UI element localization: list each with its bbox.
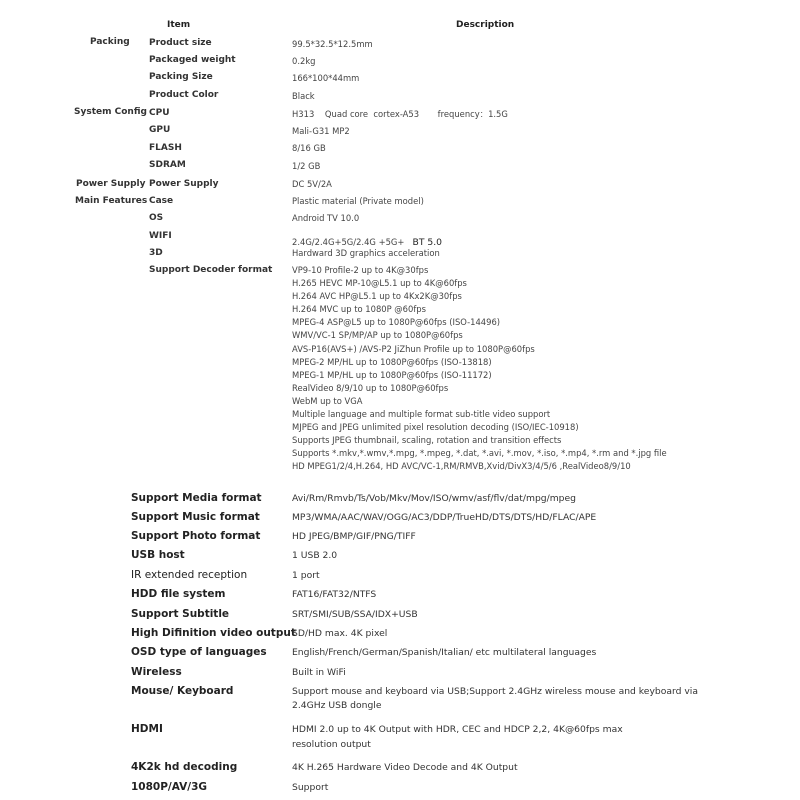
value-power-supply: DC 5V/2A	[292, 179, 332, 189]
value-osd-languages: English/French/German/Spanish/Italian/ etc multilateral languages	[292, 647, 597, 658]
value-hdmi-line2: resolution output	[292, 739, 371, 750]
decoder-line: WMV/VC-1 SP/MP/AP up to 1080P@60fps	[292, 330, 463, 341]
item-os: OS	[149, 213, 164, 223]
item-packaged-weight: Packaged weight	[149, 55, 236, 65]
value-support-music-format: MP3/WMA/AAC/WAV/OGG/AC3/DDP/TrueHD/DTS/DTS/HD/FLAC/APE	[292, 512, 597, 523]
decoder-line: VP9-10 Profile-2 up to 4K@30fps	[292, 265, 429, 275]
category-power-supply: Power Supply	[76, 179, 146, 189]
item-product-size: Product size	[149, 38, 212, 48]
item-3d: 3D	[149, 248, 163, 258]
item-product-color: Product Color	[149, 90, 219, 100]
value-hdd-file-system: FAT16/FAT32/NTFS	[292, 589, 377, 600]
value-gpu: Mali-G31 MP2	[292, 126, 350, 136]
decoder-line: MJPEG and JPEG unlimited pixel resolution decoding (ISO/IEC-10918)	[292, 422, 579, 433]
item-4k2k-hd-decoding: 4K2k hd decoding	[131, 761, 238, 773]
value-support-media-format: Avi/Rm/Rmvb/Ts/Vob/Mkv/Mov/ISO/wmv/asf/flv/dat/mpg/mpeg	[292, 493, 576, 504]
value-packaged-weight: 0.2kg	[292, 56, 316, 66]
value-wireless: Built in WiFi	[292, 667, 346, 678]
item-1080p-av-3g: 1080P/AV/3G	[131, 781, 208, 793]
decoder-line: AVS-P16(AVS+) /AVS-P2 JiZhun Profile up to 1080P@60fps	[292, 343, 535, 354]
value-hdmi: HDMI 2.0 up to 4K Output with HDR, CEC and HDCP 2,2, 4K@60fps max	[292, 724, 623, 735]
value-packing-size: 166*100*44mm	[292, 73, 360, 83]
value-case: Plastic material (Private model)	[292, 196, 424, 206]
category-system-config: System Config	[74, 107, 147, 117]
decoder-line: H.265 HEVC MP-10@L5.1 up to 4K@60fps	[292, 278, 467, 289]
item-case: Case	[149, 196, 174, 206]
item-support-photo-format: Support Photo format	[131, 530, 261, 542]
value-wifi	[292, 230, 442, 249]
value-usb-host: 1 USB 2.0	[292, 550, 338, 561]
item-osd-languages: OSD type of languages	[131, 646, 267, 658]
value-support-photo-format: HD JPEG/BMP/GIF/PNG/TIFF	[292, 531, 416, 542]
item-high-definition-video-output: High Difinition video output	[131, 627, 296, 639]
value-mouse-keyboard: Support mouse and keyboard via USB;Support 2.4GHz wireless mouse and keyboard via	[292, 686, 698, 697]
item-power-supply: Power Supply	[149, 179, 219, 189]
item-flash: FLASH	[149, 143, 182, 153]
decoder-line: RealVideo 8/9/10 up to 1080P@60fps	[292, 382, 449, 393]
value-flash: 8/16 GB	[292, 143, 326, 153]
value-support-subtitle: SRT/SMI/SUB/SSA/IDX+USB	[292, 609, 418, 620]
value-sdram: 1/2 GB	[292, 161, 321, 171]
decoder-line: HD MPEG1/2/4,H.264, HD AVC/VC-1,RM/RMVB,Xvid/DivX3/4/5/6 ,RealVideo8/9/10	[292, 461, 631, 472]
item-gpu: GPU	[149, 125, 171, 135]
item-support-subtitle: Support Subtitle	[131, 608, 230, 620]
item-mouse-keyboard: Mouse/ Keyboard	[131, 685, 234, 697]
item-ir-extended-reception: IR extended reception	[131, 569, 248, 581]
item-wifi: WIFI	[149, 231, 172, 241]
item-support-music-format: Support Music format	[131, 511, 260, 523]
value-cpu: H313 Quad core cortex-A53 frequency：1.5G	[292, 109, 508, 119]
item-support-media-format: Support Media format	[131, 492, 262, 504]
decoder-line: MPEG-2 MP/HL up to 1080P@60fps (ISO-13818)	[292, 356, 492, 367]
item-usb-host: USB host	[131, 549, 185, 561]
decoder-line: WebM up to VGA	[292, 395, 363, 406]
decoder-format-list	[292, 264, 667, 474]
value-os: Android TV 10.0	[292, 213, 360, 223]
item-wireless: Wireless	[131, 666, 182, 678]
value-wifi-text: 2.4G/2.4G+5G/2.4G +5G+	[292, 237, 405, 247]
value-3d: Hardward 3D graphics acceleration	[292, 248, 440, 258]
decoder-line: Multiple language and multiple format sub-title video support	[292, 409, 551, 420]
value-wifi-bt: BT 5.0	[412, 237, 442, 248]
item-packing-size: Packing Size	[149, 72, 213, 82]
item-hdd-file-system: HDD file system	[131, 588, 226, 600]
value-high-definition-video-output: SD/HD max. 4K pixel	[292, 628, 388, 639]
decoder-line: MPEG-4 ASP@L5 up to 1080P@60fps (ISO-14496)	[292, 317, 501, 328]
header-item: Item	[167, 20, 191, 30]
category-main-features: Main Features	[75, 196, 148, 206]
value-4k2k-hd-decoding: 4K H.265 Hardware Video Decode and 4K Output	[292, 762, 518, 773]
decoder-line: Supports JPEG thumbnail, scaling, rotation and transition effects	[292, 435, 562, 446]
value-product-size: 99.5*32.5*12.5mm	[292, 39, 373, 49]
decoder-line: MPEG-1 MP/HL up to 1080P@60fps (ISO-11172)	[292, 369, 492, 380]
category-packing: Packing	[90, 37, 130, 47]
header-description: Description	[456, 20, 515, 30]
value-1080p-av-3g: Support	[292, 782, 329, 793]
value-ir-extended-reception: 1 port	[292, 570, 320, 581]
item-cpu: CPU	[149, 108, 170, 118]
decoder-line: H.264 AVC HP@L5.1 up to 4Kx2K@30fps	[292, 291, 462, 302]
value-product-color: Black	[292, 91, 315, 101]
value-mouse-keyboard-line2: 2.4GHz USB dongle	[292, 700, 382, 711]
item-support-decoder-format: Support Decoder format	[149, 265, 273, 275]
item-sdram: SDRAM	[149, 160, 186, 170]
decoder-line: Supports *.mkv,*.wmv,*.mpg, *.mpeg, *.dat, *.avi, *.mov, *.iso, *.mp4, *.rm and *.jpg file	[292, 448, 667, 459]
decoder-line: H.264 MVC up to 1080P @60fps	[292, 304, 426, 315]
item-hdmi: HDMI	[131, 723, 163, 735]
